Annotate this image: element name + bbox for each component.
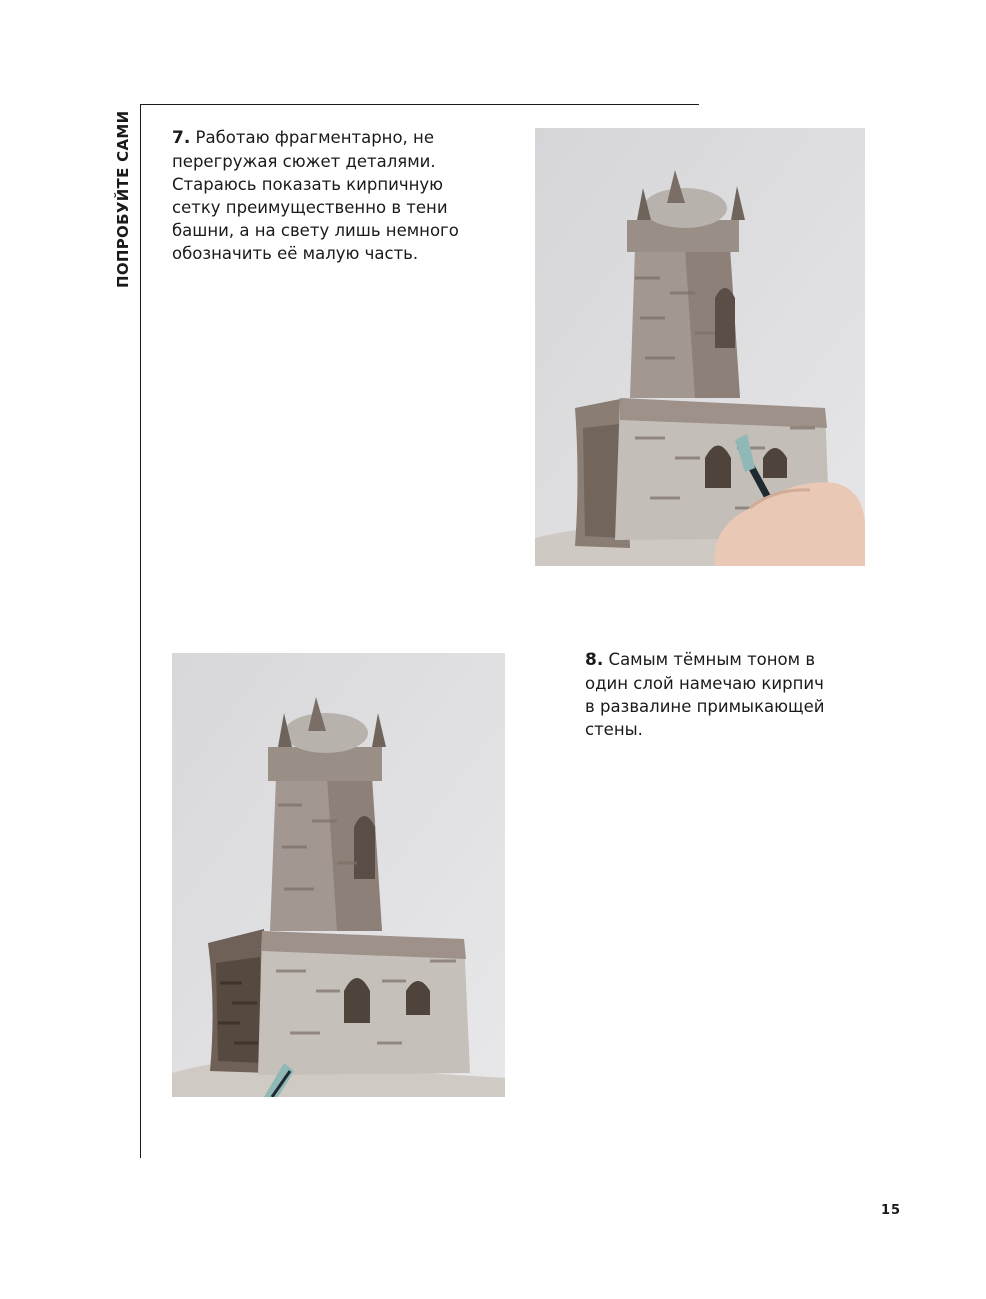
top-rule [140,104,699,105]
watercolor-tower-illustration [172,653,505,1097]
step-body: Работаю фрагментарно, не перегружая сюжет деталями. Стараюсь показать кирпичную сетку преимущественно в тени башни, а на свету лишь немного обозначить её малую часть. [172,128,459,263]
section-label-text: ПОПРОБУЙТЕ САМИ [114,110,132,288]
step-number: 7. [172,128,191,148]
step-body: Самым тёмным тоном в один слой намечаю кирпич в развалине примыкающей стены. [585,650,825,739]
watercolor-tower-illustration [535,128,865,566]
left-rule [140,104,141,1158]
tower-photo-step-8 [172,653,505,1097]
page-number: 15 [881,1203,902,1218]
tower-photo-step-7 [535,128,865,566]
step-8-text [585,648,825,741]
step-number: 8. [585,650,604,670]
step-7-text [172,126,472,265]
